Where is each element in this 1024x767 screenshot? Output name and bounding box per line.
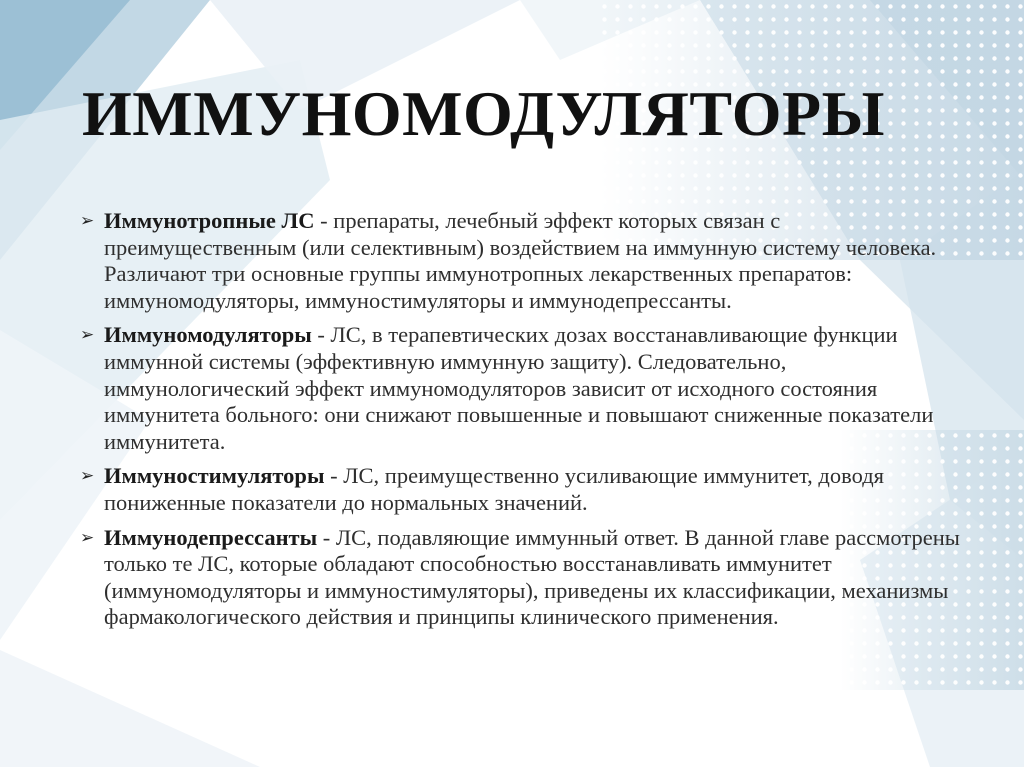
bullet-text: - ЛС, подавляющие иммунный ответ. В данной главе рассмотрены только те ЛС, которые обладают способностью восстанавливать иммунитет (иммуномодуляторы и иммуностимуляторы), приведены их классификации, механизмы фармакологического действия и принципы клинического применения. [104,524,960,630]
bullet-text: - ЛС, преимущественно усиливающие иммунитет, доводя пониженные показатели до нормальных значений. [104,463,884,515]
arrow-bullet-icon: ➢ [80,466,95,487]
bullet-item-immunomodulators [80,322,960,455]
bullet-item-immunotropic [80,208,960,314]
arrow-bullet-icon: ➢ [80,527,95,548]
arrow-bullet-icon: ➢ [80,325,95,346]
bullet-term: Иммунодепрессанты [104,524,318,550]
bullet-list [80,208,960,639]
arrow-bullet-icon: ➢ [80,211,95,231]
bullet-item-immunosuppressants [80,525,960,631]
slide-title: ИММУНОМОДУЛЯТОРЫ [82,78,885,149]
bullet-term: Иммуномодуляторы [104,322,312,348]
bullet-item-immunostimulators [80,463,960,516]
bullet-text: - ЛС, в терапевтических дозах восстанавливающие функции иммунной системы (эффективную иммунную защиту). Следовательно, иммунологический эффект иммуномодуляторов зависит от исходного состояния иммунитета больного: они снижают повышенные и повышают сниженные показатели иммунитета. [104,322,934,454]
bullet-text: - препараты, лечебный эффект которых связан с преимущественным (или селективным) воздействием на иммунную систему человека. Различают три основные группы иммунотропных лекарственных препаратов: иммуномодуляторы, иммуностимуляторы и иммунодепрессанты. [104,208,937,313]
bullet-term: Иммунотропные ЛС [104,208,315,233]
bullet-term: Иммуностимуляторы [104,463,325,489]
